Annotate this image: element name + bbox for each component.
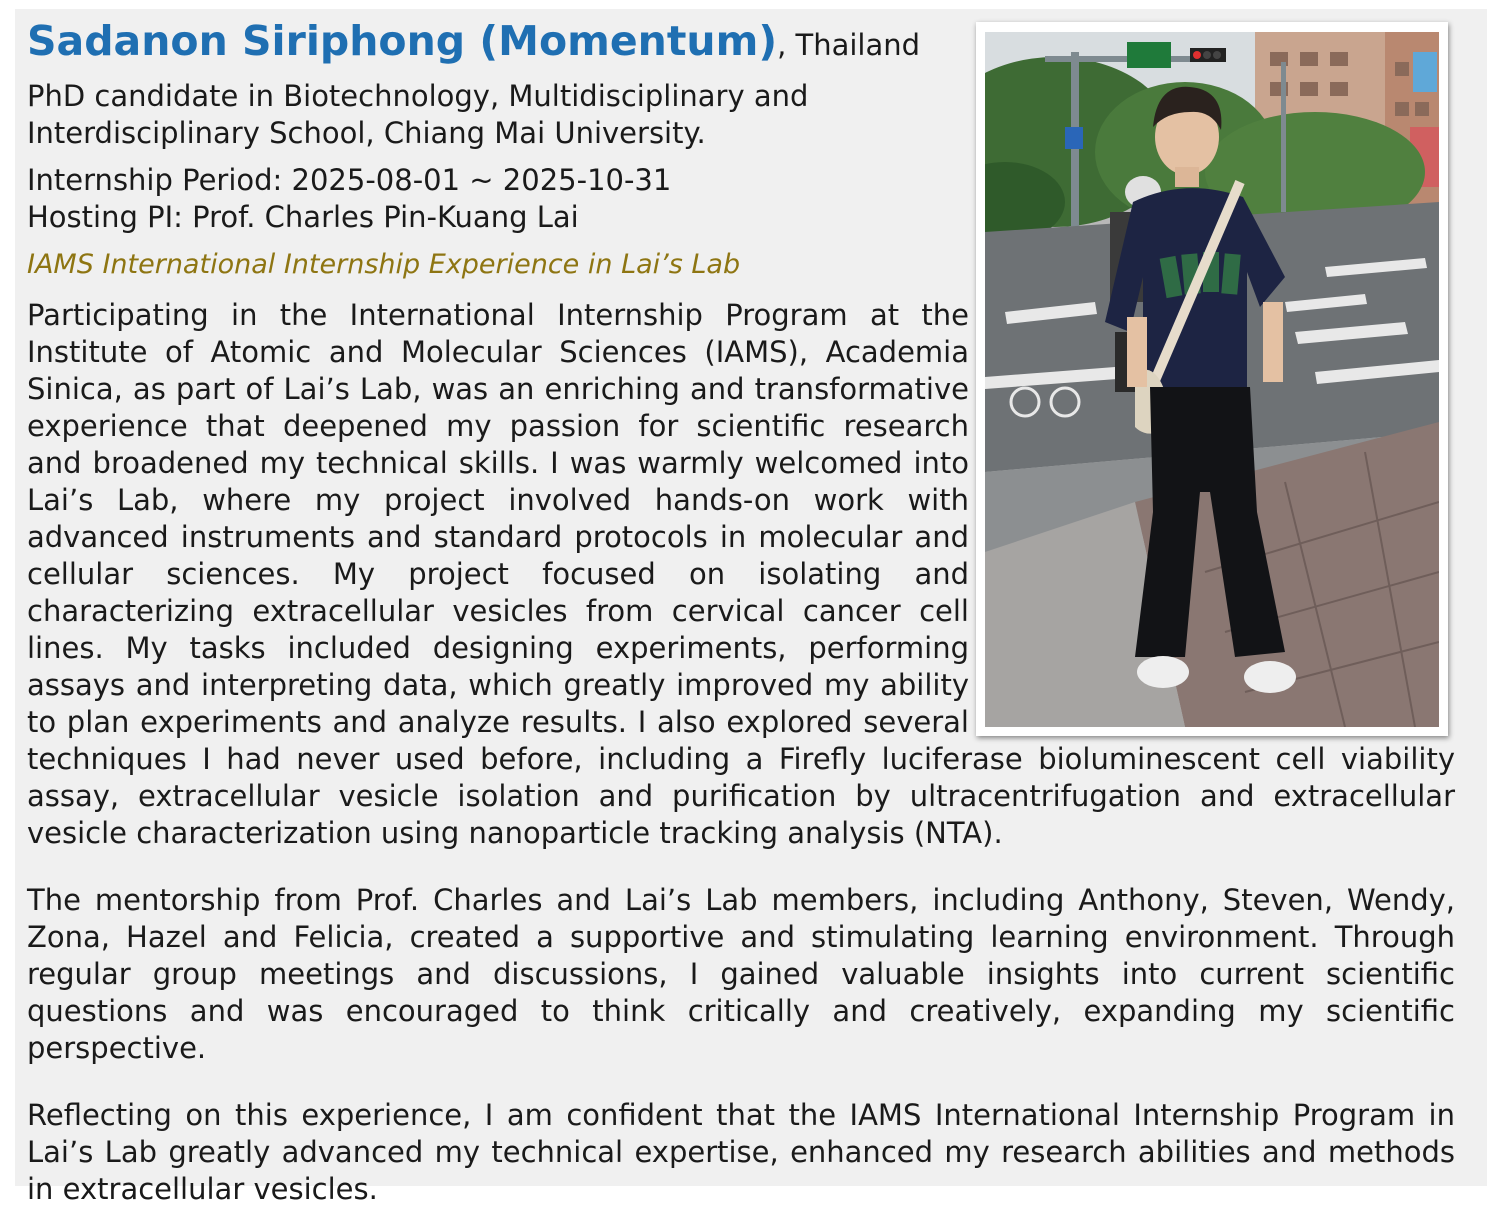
affiliation: PhD candidate in Biotechnology, Multidisciplinary and Interdisciplinary School, Chiang Mai University. (27, 79, 809, 150)
paragraph: The mentorship from Prof. Charles and Lai’s Lab members, including Anthony, Steven, Wendy, Zona, Hazel and Felicia, created a supportive and stimulating learning environment. Through regular group meetings and discussions, I gained valuable insights into current scientific questions and was encouraged to think critically and creatively, expanding my scientific perspective. (27, 883, 1455, 1065)
photo-spacer (969, 283, 1455, 707)
country: , Thailand (777, 28, 921, 62)
paragraph: Reflecting on this experience, I am confident that the IAMS International Internship Program in Lai’s Lab greatly advanced my technical expertise, enhanced my research abilities and methods in extracellular vesicles. (27, 1098, 1455, 1206)
name-line (27, 14, 1455, 68)
experience-title: IAMS International Internship Experience in Lai’s Lab (27, 249, 741, 280)
internship-period: Internship Period: 2025-08-01 ~ 2025-10-31 (27, 163, 672, 197)
hosting-pi: Hosting PI: Prof. Charles Pin-Kuang Lai (27, 200, 579, 234)
profile-text (27, 14, 1455, 1208)
paragraph: Participating in the International Internship Program at the Institute of Atomic and Molecular Sciences (IAMS), Academia Sinica, as part of Lai’s Lab, was an enriching and transformative experience that deepened my passion for scientific research and broadened my technical skills. I was warmly welcomed into Lai’s Lab, where my project involved hands-on work with advanced instruments and standard protocols in molecular and cellular sciences. My project focused on isolating and characterizing extracellular vesicles from cervical cancer cell lines. My tasks included designing experiments, performing assays and interpreting data, which greatly improved my ability to plan experiments and analyze results. I also explored several techniques I had never used before, including a Firefly luciferase bioluminescent cell viability assay, extracellular vesicle isolation and purification by ultracentrifugation and extracellular vesicle characterization using nanoparticle tracking analysis (NTA). (27, 298, 1455, 850)
person-name: Sadanon Siriphong (Momentum) (27, 17, 778, 65)
